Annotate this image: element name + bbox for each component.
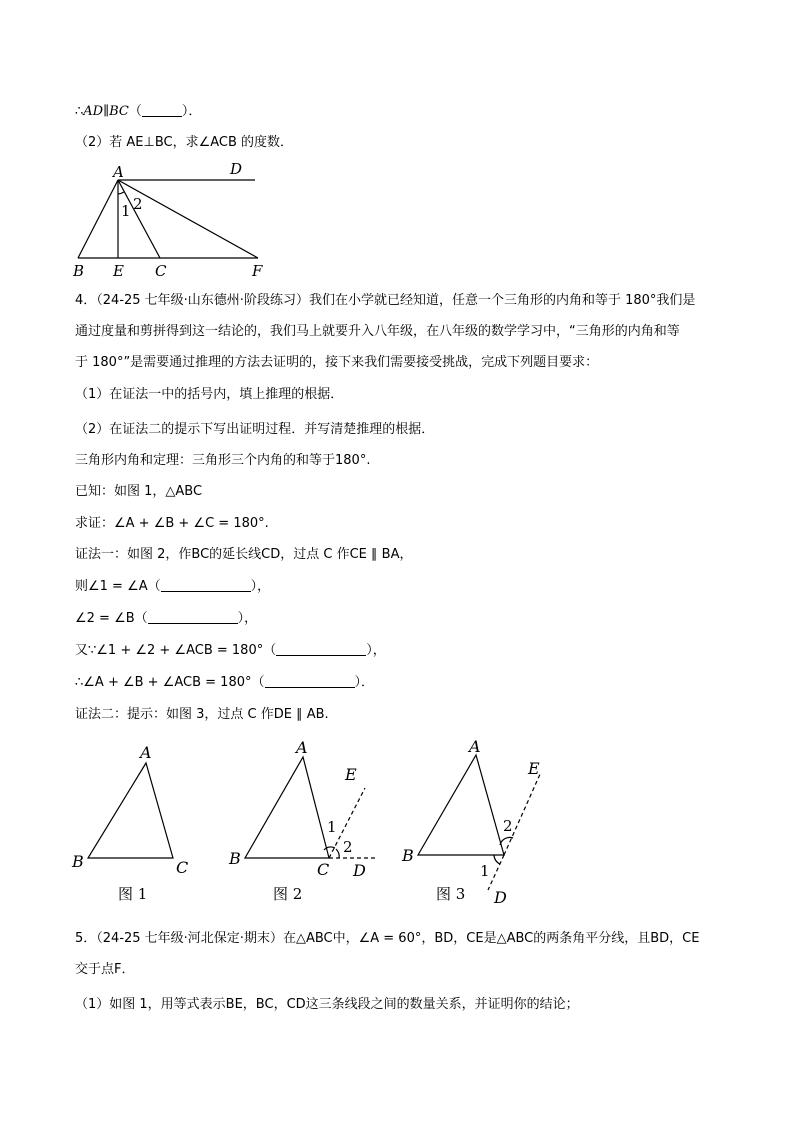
to-prove: 求证：∠A + ∠B + ∠C = 180°. — [75, 516, 269, 531]
q4-part1: （1）在证法一中的括号内，填上推理的根据． — [75, 387, 344, 402]
q5-line2: 交于点F． — [75, 962, 135, 977]
paren-close: ）， — [250, 579, 271, 594]
label-angle-1: 1 — [121, 202, 131, 220]
q5-line1: 5．（24-25 七年级·河北保定·期末）在△ABC中，∠A = 60°，BD，CE是△ABC的两条角平分线，且BD，CE — [75, 931, 700, 946]
fig1-label-C: C — [176, 858, 189, 877]
fig3-caption: 图 3 — [436, 885, 466, 903]
q4-line1: 4．（24-25 七年级·山东德州·阶段练习）我们在小学就已经知道，任意一个三角形的内角和等于 180°我们是 — [75, 293, 696, 308]
fig1-caption: 图 1 — [118, 885, 148, 903]
fig3-angle-1: 1 — [480, 862, 490, 880]
fig1-label-A: A — [140, 743, 152, 762]
method1-intro: 证法一：如图 2，作BC的延长线CD，过点 C 作CE ∥ BA， — [75, 547, 413, 562]
fig3-label-A: A — [469, 737, 481, 756]
fig2-angle-1: 1 — [327, 818, 337, 836]
step4-text: ∴∠A + ∠B + ∠ACB = 180° — [75, 675, 252, 690]
paren-close: ）． — [354, 675, 375, 690]
paren-close: ）． — [181, 104, 202, 119]
conclusion-math: AD∥BC — [83, 104, 129, 119]
paren-open: （ — [134, 611, 148, 626]
fig2-label-A: A — [296, 738, 308, 757]
method2-hint: 证法二：提示：如图 3，过点 C 作DE ∥ AB. — [75, 707, 329, 722]
fig1-label-B: B — [72, 852, 84, 871]
q4-line3: 于 180°”是需要通过推理的方法去证明的，接下来我们需要接受挑战，完成下列题目要求： — [75, 355, 599, 370]
step3-text: 又∵∠1 + ∠2 + ∠ACB = 180° — [75, 643, 264, 658]
label-D: D — [230, 160, 243, 178]
figure-1 — [88, 763, 173, 858]
therefore-symbol: ∴ — [75, 104, 84, 119]
label-A: A — [113, 163, 124, 181]
fig3-label-D: D — [494, 888, 507, 907]
fig2-label-B: B — [229, 849, 241, 868]
label-angle-2: 2 — [133, 195, 143, 213]
theorem: 三角形内角和定理：三角形三个内角的和等于180°. — [75, 453, 371, 468]
fig2-label-D: D — [353, 861, 366, 880]
fig2-label-C: C — [317, 860, 330, 879]
step2-text: ∠2 = ∠B — [75, 611, 135, 626]
fig3-label-B: B — [402, 846, 414, 865]
fig3-angle-2: 2 — [503, 817, 513, 835]
fig3-label-E: E — [528, 759, 540, 778]
paren-close: ）， — [366, 643, 386, 658]
q4-line2: 通过度量和剪拼得到这一结论的，我们马上就要升入八年级，在八年级的数学学习中，“三角形的内角和等 — [75, 324, 680, 339]
step1-text: 则∠1 = ∠A — [75, 579, 148, 594]
label-B: B — [73, 262, 85, 280]
fig2-caption: 图 2 — [273, 885, 303, 903]
q5-part1: （1）如图 1，用等式表示BE，BC，CD这三条线段之间的数量关系，并证明你的结论； — [75, 997, 579, 1012]
given: 已知：如图 1，△ABC — [75, 484, 203, 499]
paren-open: （ — [263, 643, 277, 658]
label-E: E — [113, 262, 124, 280]
q4-part2: （2）在证法二的提示下写出证明过程．并写清楚推理的根据． — [75, 422, 435, 437]
paren-open: （ — [147, 579, 161, 594]
paren-open: （ — [128, 104, 142, 119]
fig2-label-E: E — [345, 765, 357, 784]
paren-close: ）， — [237, 611, 258, 626]
fig2-angle-2: 2 — [343, 838, 353, 856]
label-C: C — [155, 262, 167, 280]
question-part2: （2）若 AE⊥BC，求∠ACB 的度数． — [75, 135, 294, 150]
label-F: F — [252, 262, 263, 280]
paren-open: （ — [251, 675, 265, 690]
